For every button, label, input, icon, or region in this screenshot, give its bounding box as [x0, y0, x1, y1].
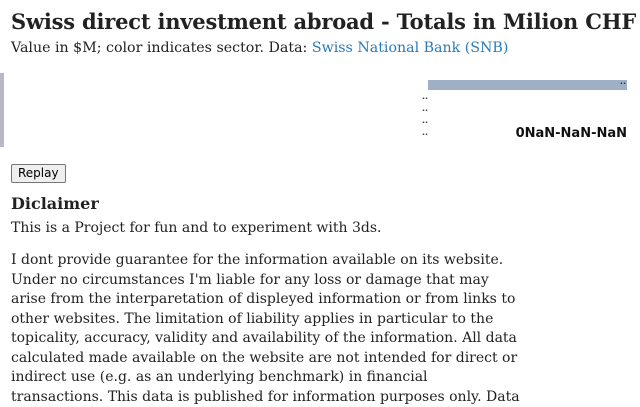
page-subtitle: [11, 38, 508, 58]
bar-value-label: ..: [619, 77, 626, 86]
axis-tick-label: ..: [422, 116, 429, 125]
replay-button[interactable]: Replay: [11, 164, 66, 183]
page-title: Swiss direct investment abroad - Totals in Milion CHF: [11, 9, 637, 34]
axis-tick-label: ..: [422, 104, 429, 113]
disclaimer-heading: Diclaimer: [11, 194, 99, 213]
disclaimer-intro: This is a Project for fun and to experiment with 3ds.: [11, 220, 382, 236]
axis-tick-label: ..: [422, 92, 429, 101]
chart-bar: [428, 80, 627, 90]
axis-tick-label: ..: [422, 128, 429, 137]
subtitle-text: Value in $M; color indicates sector. Data:: [11, 40, 312, 56]
snb-source-link[interactable]: Swiss National Bank (SNB): [311, 40, 509, 56]
disclaimer-text: I dont provide guarantee for the information available on its website. Under no circumstances I'm liable for any loss or damage that may arise from the interparetation of displeyed information or from links to other websites. The limitation of liability applies in particular to the topicality, accuracy, validity and availability of the information. All data calculated made available on the website are not intended for direct or indirect use (e.g. as an underlying benchmark) in financial transactions. This data is published for information purposes only. Data: [11, 252, 520, 405]
chart-date-label: 0NaN-NaN-NaN: [515, 126, 627, 141]
